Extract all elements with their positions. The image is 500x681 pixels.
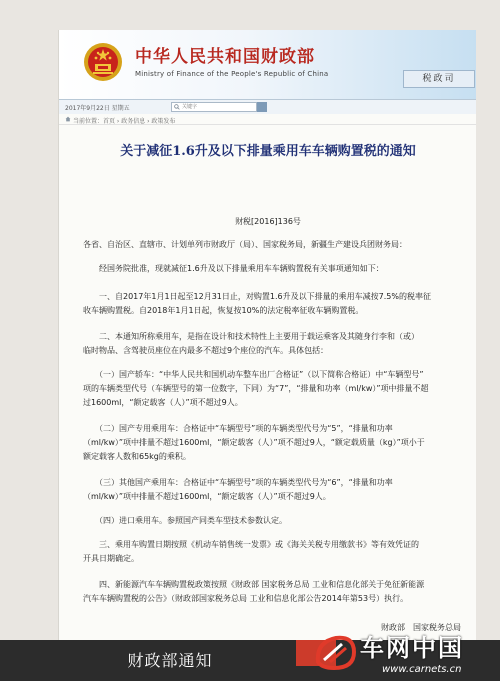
- paragraph: [83, 422, 455, 464]
- paragraph: [83, 330, 455, 358]
- ministry-name-cn: 中华人民共和国财政部: [135, 47, 315, 67]
- signature: 财政部 国家税务总局: [381, 623, 461, 632]
- search-input[interactable]: [182, 103, 254, 111]
- watermark-url: www.carnets.cn: [382, 664, 462, 675]
- current-date: 2017年9月22日 星期五: [65, 105, 130, 112]
- breadcrumb: [59, 114, 476, 125]
- watermark-brand: 车网中国: [360, 634, 464, 662]
- paragraph-line: 过1600ml，“额定载客（人）”项不超过9人。: [83, 398, 243, 407]
- paragraph-line: 汽车车辆购置税的公告》（财政部国家税务总局 工业和信息化部公告2014年第53号）执行。: [83, 594, 409, 603]
- document-number: 财税[2016]136号: [235, 217, 301, 226]
- paragraph: [83, 578, 455, 606]
- info-bar: [59, 100, 476, 114]
- watermark: [312, 624, 500, 681]
- document-page: [58, 30, 476, 650]
- paragraph: [83, 538, 455, 566]
- search-box[interactable]: [171, 102, 257, 112]
- paragraph-line: （一）国产轿车：“中华人民共和国机动车整车出厂合格证”（以下简称合格证）中“车辆型号”: [83, 370, 424, 379]
- carnets-logo-icon: [312, 632, 358, 672]
- paragraph-line: 项的车辆类型代号（车辆型号的第一位数字，下同）为“7”，“排量和功率（ml/kw）”项中排量不超: [83, 384, 429, 393]
- paragraph-line: （二）国产专用乘用车：合格证中“车辆型号”项的车辆类型代号为“5”，“排量和功率: [83, 424, 393, 433]
- paragraph-line: 三、乘用车购置日期按照《机动车销售统一发票》或《海关关税专用缴款书》等有效凭证的: [83, 540, 419, 549]
- dept-tab-tax-policy[interactable]: 税政司: [403, 70, 475, 88]
- site-header: [59, 30, 476, 100]
- paragraph-line: 经国务院批准，现就减征1.6升及以下排量乘用车车辆购置税有关事项通知如下：: [83, 264, 384, 273]
- search-icon: [174, 104, 180, 110]
- paragraph-line: （三）其他国产乘用车：合格证中“车辆型号”项的车辆类型代号为“6”，“排量和功率: [83, 478, 393, 487]
- paragraph-line: （四）进口乘用车。参照国产同类车型技术参数认定。: [83, 516, 287, 525]
- breadcrumb-path[interactable]: 当前位置：首页 › 政务信息 › 政策发布: [73, 118, 176, 125]
- paragraph-line: 额定载客人数和65kg的乘积。: [83, 452, 191, 461]
- paragraph: [83, 476, 455, 504]
- paragraph: [83, 262, 455, 276]
- paragraph-line: 二、本通知所称乘用车，是指在设计和技术特性上主要用于载运乘客及其随身行李和（或）: [83, 332, 419, 341]
- paragraph-line: 各省、自治区、直辖市、计划单列市财政厅（局）、国家税务局，新疆生产建设兵团财务局：: [83, 240, 407, 249]
- caption-text: 财政部通知: [127, 651, 213, 670]
- paragraph-line: 开具日期确定。: [83, 554, 139, 563]
- paragraph: [83, 368, 455, 410]
- search-button[interactable]: [257, 102, 267, 112]
- paragraph-line: 一、自2017年1月1日起至12月31日止，对购置1.6升及以下排量的乘用车减按7.5%的税率征: [83, 292, 431, 301]
- paragraph-line: 四、新能源汽车车辆购置税政策按照《财政部 国家税务总局 工业和信息化部关于免征新能源: [83, 580, 425, 589]
- home-icon: [65, 116, 71, 122]
- paragraph: [83, 514, 455, 528]
- document-title: 关于减征1.6升及以下排量乘用车车辆购置税的通知: [120, 144, 416, 159]
- paragraph-line: 临时物品、含驾驶员座位在内最多不超过9个座位的汽车。具体包括：: [83, 346, 329, 355]
- national-emblem-icon: [83, 42, 123, 82]
- paragraph: [83, 290, 455, 318]
- paragraph-line: （ml/kw）”项中排量不超过1600ml，“额定载客（人）”项不超过9人，“额定载质量（kg）”项小于: [83, 438, 425, 447]
- paragraph: [83, 238, 455, 252]
- ministry-name-en: Ministry of Finance of the People's Republic of China: [135, 70, 329, 78]
- paragraph-line: 收车辆购置税。自2018年1月1日起，恢复按10%的法定税率征收车辆购置税。: [83, 306, 364, 315]
- paragraph-line: （ml/kw）”项中排量不超过1600ml，“额定载客（人）”项不超过9人。: [83, 492, 331, 501]
